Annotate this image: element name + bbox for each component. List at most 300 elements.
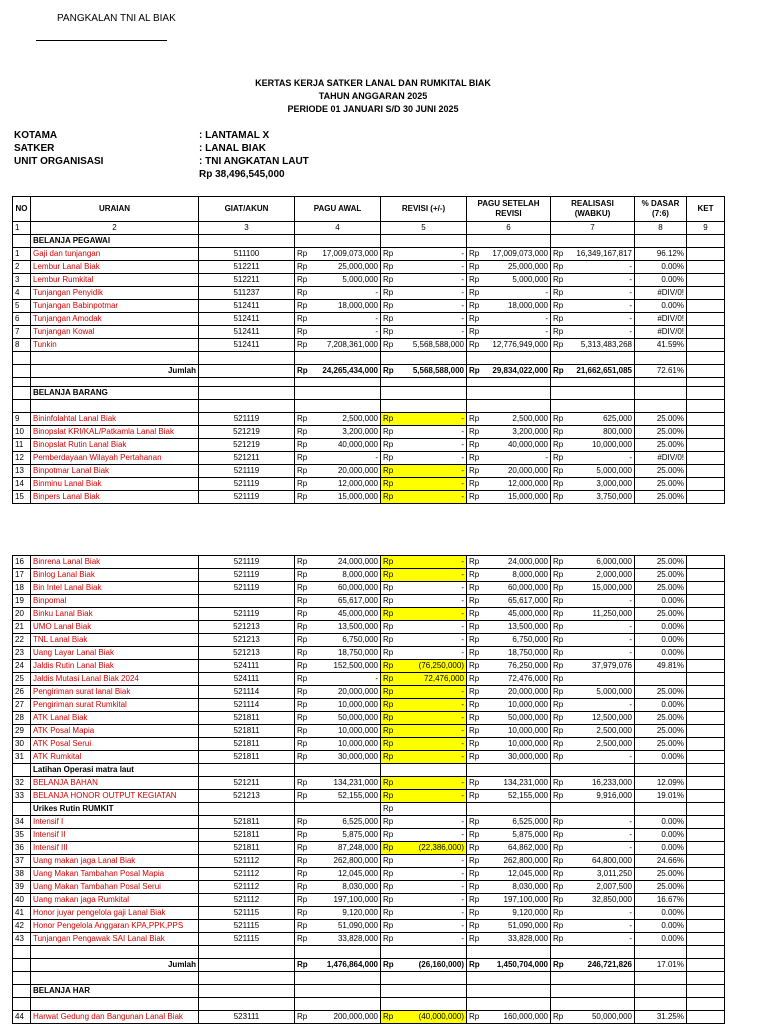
empty-cell	[381, 400, 467, 413]
table-row	[13, 634, 725, 647]
money-cell	[381, 326, 467, 339]
currency-label: Rp	[383, 921, 394, 930]
row-description: Honor Pengelola Anggaran KPA,PPK,PPS	[31, 920, 199, 933]
row-description: Tunjangan Pengawak SAI Lanal Biak	[31, 933, 199, 946]
money-cell	[467, 738, 551, 751]
money-cell	[551, 287, 635, 300]
column-number: 4	[295, 222, 381, 235]
total-row	[13, 365, 725, 378]
money-cell	[295, 595, 381, 608]
amount-value: -	[629, 830, 632, 839]
empty-cell	[635, 998, 687, 1011]
table-row	[13, 868, 725, 881]
currency-label: Rp	[553, 778, 564, 787]
section-title: BELANJA PEGAWAI	[31, 235, 199, 248]
empty-cell	[295, 946, 381, 959]
currency-label: Rp	[469, 314, 480, 323]
currency-label: Rp	[383, 843, 394, 852]
money-cell	[295, 300, 381, 313]
amount-value: -	[629, 635, 632, 644]
row-number: 41	[13, 907, 31, 920]
empty-cell	[551, 378, 635, 387]
amount-value: 5,875,000	[342, 830, 378, 839]
currency-label: Rp	[553, 609, 564, 618]
empty-cell	[13, 985, 31, 998]
row-number: 15	[13, 491, 31, 504]
currency-label: Rp	[297, 1012, 308, 1021]
currency-label: Rp	[383, 895, 394, 904]
money-cell	[551, 816, 635, 829]
row-percent: 25.00%	[635, 556, 687, 569]
amount-value: 262,800,000	[503, 856, 548, 865]
currency-label: Rp	[383, 288, 394, 297]
currency-label: Rp	[383, 908, 394, 917]
row-account: 521119	[199, 569, 295, 582]
currency-label: Rp	[469, 440, 480, 449]
empty-cell	[381, 387, 467, 400]
table-row	[13, 751, 725, 764]
amount-value: 50,000,000	[591, 1012, 632, 1021]
money-cell	[467, 907, 551, 920]
row-note	[687, 569, 725, 582]
row-description: Lembur Rumkital	[31, 274, 199, 287]
money-cell	[551, 790, 635, 803]
row-percent: #DIV/0!	[635, 326, 687, 339]
money-cell	[381, 894, 467, 907]
money-cell	[551, 556, 635, 569]
money-cell	[551, 712, 635, 725]
row-account	[199, 595, 295, 608]
currency-label: Rp	[469, 895, 480, 904]
amount-value: 7,208,361,000	[326, 340, 378, 349]
currency-label: Rp	[553, 713, 564, 722]
amount-value: -	[461, 726, 464, 735]
row-description: Binminu Lanal Biak	[31, 478, 199, 491]
currency-label: Rp	[553, 596, 564, 605]
row-account: 512411	[199, 339, 295, 352]
empty-cell	[13, 959, 31, 972]
money-cell	[381, 868, 467, 881]
currency-label: Rp	[553, 648, 564, 657]
empty-cell	[199, 387, 295, 400]
row-account: 521112	[199, 881, 295, 894]
blank-row	[13, 352, 725, 365]
amount-value: 2,500,000	[596, 739, 632, 748]
amount-value: -	[461, 466, 464, 475]
money-cell	[467, 725, 551, 738]
info-label: UNIT ORGANISASI	[14, 156, 104, 167]
money-cell	[467, 777, 551, 790]
amount-value: -	[461, 882, 464, 891]
row-number: 7	[13, 326, 31, 339]
row-note	[687, 790, 725, 803]
currency-label: Rp	[383, 314, 394, 323]
money-cell	[295, 751, 381, 764]
empty-cell	[199, 959, 295, 972]
currency-label: Rp	[297, 492, 308, 501]
row-note	[687, 556, 725, 569]
empty-cell	[467, 946, 551, 959]
money-cell	[551, 673, 635, 686]
money-cell	[467, 569, 551, 582]
row-account: 521115	[199, 920, 295, 933]
money-cell	[467, 868, 551, 881]
empty-cell	[635, 378, 687, 387]
amount-value: -	[461, 301, 464, 310]
money-cell	[551, 426, 635, 439]
money-cell	[467, 621, 551, 634]
amount-value: 10,000,000	[337, 726, 378, 735]
money-cell	[551, 300, 635, 313]
amount-value: 20,000,000	[507, 687, 548, 696]
currency-label: Rp	[469, 960, 480, 969]
money-cell	[551, 365, 635, 378]
row-note	[687, 313, 725, 326]
row-description: Intensif I	[31, 816, 199, 829]
blank-row	[13, 378, 725, 387]
amount-value: -	[629, 752, 632, 761]
currency-label: Rp	[383, 1012, 394, 1021]
empty-cell	[687, 387, 725, 400]
table-row	[13, 894, 725, 907]
row-percent: 0.00%	[635, 634, 687, 647]
section-row	[13, 985, 725, 998]
currency-label: Rp	[553, 869, 564, 878]
currency-label: Rp	[383, 648, 394, 657]
table-row	[13, 491, 725, 504]
row-number: 29	[13, 725, 31, 738]
row-note	[687, 634, 725, 647]
amount-value: -	[461, 713, 464, 722]
amount-value: 18,000,000	[507, 301, 548, 310]
row-percent: 41.59%	[635, 339, 687, 352]
empty-cell	[687, 235, 725, 248]
currency-label: Rp	[297, 453, 308, 462]
info-value: : LANAL BIAK	[199, 143, 267, 154]
amount-value: 12,045,000	[507, 869, 548, 878]
amount-value: 15,000,000	[507, 492, 548, 501]
money-cell	[295, 660, 381, 673]
amount-value: 10,000,000	[507, 700, 548, 709]
amount-value: 3,200,000	[512, 427, 548, 436]
table-row	[13, 426, 725, 439]
money-cell	[551, 894, 635, 907]
currency-label: Rp	[553, 700, 564, 709]
row-number: 39	[13, 881, 31, 894]
currency-label: Rp	[469, 249, 480, 258]
currency-label: Rp	[297, 570, 308, 579]
row-percent: 0.00%	[635, 842, 687, 855]
currency-label: Rp	[297, 249, 308, 258]
currency-label: Rp	[469, 275, 480, 284]
row-note	[687, 582, 725, 595]
money-cell	[295, 712, 381, 725]
amount-value: 16,233,000	[591, 778, 632, 787]
money-cell	[467, 712, 551, 725]
amount-value: 6,525,000	[342, 817, 378, 826]
currency-label: Rp	[553, 934, 564, 943]
row-description: Gaji dan tunjangan	[31, 248, 199, 261]
row-percent: 0.00%	[635, 300, 687, 313]
currency-label: Rp	[383, 583, 394, 592]
amount-value: 51,090,000	[507, 921, 548, 930]
amount-value: 12,045,000	[337, 869, 378, 878]
amount-value: 10,000,000	[591, 440, 632, 449]
row-account: 521213	[199, 634, 295, 647]
amount-value: 2,500,000	[342, 414, 378, 423]
amount-value: 30,000,000	[337, 752, 378, 761]
currency-label: Rp	[469, 622, 480, 631]
currency-label: Rp	[297, 648, 308, 657]
empty-cell	[467, 764, 551, 777]
row-description: ATK Rumkital	[31, 751, 199, 764]
amount-value: 20,000,000	[337, 466, 378, 475]
currency-label: Rp	[297, 856, 308, 865]
amount-value: -	[545, 327, 548, 336]
amount-value: -	[461, 453, 464, 462]
currency-label: Rp	[469, 817, 480, 826]
money-cell	[381, 426, 467, 439]
currency-label: Rp	[383, 557, 394, 566]
amount-value: -	[461, 479, 464, 488]
column-header: NO	[13, 197, 31, 222]
amount-value: -	[629, 262, 632, 271]
currency-label: Rp	[469, 921, 480, 930]
column-header: % DASAR (7:6)	[635, 197, 687, 222]
row-note	[687, 595, 725, 608]
section-title: Urikes Rutin RUMKIT	[31, 803, 199, 816]
empty-cell	[199, 764, 295, 777]
amount-value: -	[461, 583, 464, 592]
currency-label: Rp	[553, 275, 564, 284]
row-note	[687, 608, 725, 621]
money-cell	[467, 660, 551, 673]
money-cell	[467, 608, 551, 621]
empty-cell	[295, 803, 381, 816]
money-cell	[295, 313, 381, 326]
row-description: Harwat Gedung dan Bangunan Lanal Biak	[31, 1011, 199, 1024]
row-percent: 25.00%	[635, 725, 687, 738]
money-cell	[295, 881, 381, 894]
money-cell	[295, 647, 381, 660]
currency-label: Rp	[553, 921, 564, 930]
money-cell	[381, 647, 467, 660]
empty-cell	[199, 378, 295, 387]
row-number: 36	[13, 842, 31, 855]
money-cell	[381, 608, 467, 621]
amount-value: 152,500,000	[333, 661, 378, 670]
row-percent: 0.00%	[635, 595, 687, 608]
table-row	[13, 907, 725, 920]
row-account: 521219	[199, 439, 295, 452]
amount-value: 10,000,000	[507, 739, 548, 748]
empty-cell	[199, 235, 295, 248]
amount-value: -	[461, 934, 464, 943]
row-note	[687, 855, 725, 868]
money-cell	[381, 413, 467, 426]
table-row	[13, 842, 725, 855]
amount-value: 45,000,000	[507, 609, 548, 618]
row-number: 26	[13, 686, 31, 699]
currency-label: Rp	[383, 700, 394, 709]
currency-label: Rp	[297, 596, 308, 605]
row-account: 521811	[199, 829, 295, 842]
money-cell	[381, 751, 467, 764]
unit-header: PANGKALAN TNI AL BIAK	[57, 13, 176, 24]
money-cell	[467, 959, 551, 972]
row-number: 3	[13, 274, 31, 287]
row-number: 5	[13, 300, 31, 313]
column-header: PAGU SETELAH REVISI	[467, 197, 551, 222]
money-cell	[295, 439, 381, 452]
amount-value: (22,386,000)	[418, 843, 464, 852]
empty-cell	[381, 946, 467, 959]
amount-value: -	[629, 908, 632, 917]
money-cell	[467, 465, 551, 478]
amount-value: 9,916,000	[596, 791, 632, 800]
column-number: 6	[467, 222, 551, 235]
row-number: 28	[13, 712, 31, 725]
currency-label: Rp	[383, 609, 394, 618]
empty-cell	[31, 946, 199, 959]
empty-cell	[13, 764, 31, 777]
row-account: 521119	[199, 608, 295, 621]
currency-label: Rp	[297, 414, 308, 423]
row-percent: 0.00%	[635, 751, 687, 764]
currency-label: Rp	[383, 249, 394, 258]
row-percent: 25.00%	[635, 478, 687, 491]
amount-value: 3,750,000	[596, 492, 632, 501]
amount-value: -	[461, 262, 464, 271]
money-cell	[551, 413, 635, 426]
money-cell	[295, 686, 381, 699]
row-number: 13	[13, 465, 31, 478]
money-cell	[467, 478, 551, 491]
money-cell	[467, 326, 551, 339]
currency-label: Rp	[553, 570, 564, 579]
table-row	[13, 556, 725, 569]
column-number: 1	[13, 222, 31, 235]
currency-label: Rp	[469, 648, 480, 657]
amount-value: 2,000,000	[596, 570, 632, 579]
row-description: Intensif II	[31, 829, 199, 842]
row-account: 521211	[199, 452, 295, 465]
currency-label: Rp	[297, 960, 308, 969]
currency-label: Rp	[469, 908, 480, 917]
section-title: BELANJA HAR	[31, 985, 199, 998]
row-description: Uang makan jaga Lanal Biak	[31, 855, 199, 868]
empty-cell	[13, 378, 31, 387]
row-percent: 25.00%	[635, 868, 687, 881]
row-description: ATK Posal Mapia	[31, 725, 199, 738]
currency-label: Rp	[383, 778, 394, 787]
amount-value: 5,000,000	[596, 466, 632, 475]
empty-cell	[31, 972, 199, 985]
amount-value: (26,160,000)	[418, 960, 464, 969]
currency-label: Rp	[383, 479, 394, 488]
row-percent: 0.00%	[635, 699, 687, 712]
currency-label: Rp	[297, 895, 308, 904]
money-cell	[551, 647, 635, 660]
row-account: 521811	[199, 738, 295, 751]
money-cell	[381, 725, 467, 738]
amount-value: -	[545, 314, 548, 323]
row-note	[687, 699, 725, 712]
empty-cell	[551, 946, 635, 959]
row-note	[687, 647, 725, 660]
row-description: Intensif III	[31, 842, 199, 855]
empty-cell	[467, 235, 551, 248]
amount-value: 12,000,000	[337, 479, 378, 488]
empty-cell	[31, 378, 199, 387]
empty-cell	[467, 378, 551, 387]
currency-label: Rp	[469, 635, 480, 644]
row-number: 20	[13, 608, 31, 621]
total-percent: 17.01%	[635, 959, 687, 972]
empty-cell	[467, 972, 551, 985]
money-cell	[467, 894, 551, 907]
money-cell	[295, 339, 381, 352]
money-cell	[467, 647, 551, 660]
row-description: BELANJA HONOR OUTPUT KEGIATAN	[31, 790, 199, 803]
amount-value: -	[461, 752, 464, 761]
amount-value: 20,000,000	[507, 466, 548, 475]
currency-label: Rp	[383, 596, 394, 605]
row-note	[687, 673, 725, 686]
table-row	[13, 816, 725, 829]
amount-value: 65,617,000	[337, 596, 378, 605]
currency-label: Rp	[553, 492, 564, 501]
empty-cell	[199, 400, 295, 413]
row-note	[687, 465, 725, 478]
money-cell	[295, 907, 381, 920]
row-number: 16	[13, 556, 31, 569]
money-cell	[551, 855, 635, 868]
table-row	[13, 582, 725, 595]
currency-label: Rp	[383, 830, 394, 839]
empty-cell	[13, 400, 31, 413]
amount-value: -	[461, 687, 464, 696]
row-account: 521811	[199, 842, 295, 855]
amount-value: -	[375, 327, 378, 336]
amount-value: -	[629, 275, 632, 284]
money-cell	[551, 582, 635, 595]
table-row	[13, 608, 725, 621]
row-description: Pengiriman surat Rumkital	[31, 699, 199, 712]
money-cell	[551, 274, 635, 287]
currency-label: Rp	[297, 778, 308, 787]
amount-value: -	[461, 414, 464, 423]
row-note	[687, 907, 725, 920]
currency-label: Rp	[553, 687, 564, 696]
empty-cell	[295, 352, 381, 365]
info-value: : LANTAMAL X	[199, 130, 270, 141]
currency-label: Rp	[553, 314, 564, 323]
amount-value: 50,000,000	[507, 713, 548, 722]
amount-value: 72,476,000	[423, 674, 464, 683]
amount-value: 5,568,588,000	[412, 340, 464, 349]
currency-label: Rp	[553, 843, 564, 852]
amount-value: -	[629, 622, 632, 631]
row-account: 521119	[199, 582, 295, 595]
currency-label: Rp	[383, 713, 394, 722]
money-cell	[551, 326, 635, 339]
money-cell	[295, 478, 381, 491]
currency-label: Rp	[297, 557, 308, 566]
row-account: 524111	[199, 660, 295, 673]
currency-label: Rp	[469, 726, 480, 735]
amount-value: 8,000,000	[512, 570, 548, 579]
